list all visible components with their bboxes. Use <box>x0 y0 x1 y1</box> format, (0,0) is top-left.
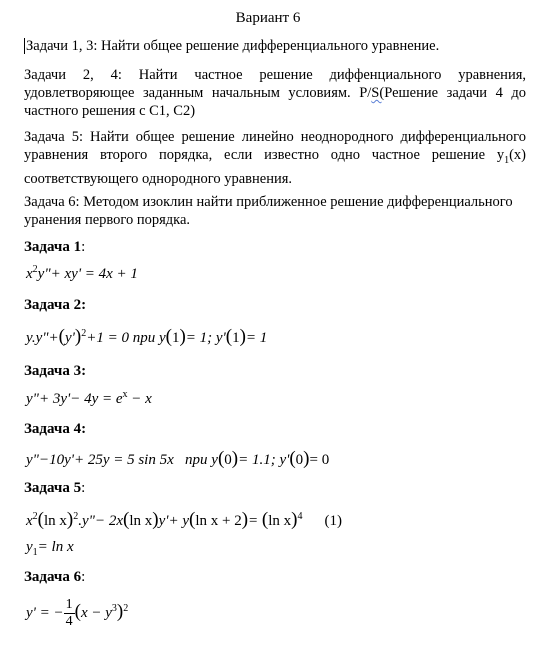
task-1-equation <box>26 266 138 283</box>
eq-part: = 1 <box>245 330 268 346</box>
text-cursor <box>24 38 25 54</box>
eq-part: y"+ xy' = 4x + 1 <box>37 266 138 282</box>
eq-part: = 1; y' <box>185 330 226 346</box>
eq-part: y' <box>65 330 75 346</box>
instruction-task-5 <box>24 128 526 188</box>
eq-part: x <box>26 266 33 282</box>
eq-part: ln x + 2 <box>195 513 242 529</box>
instruction-task-6 <box>24 193 526 229</box>
eq-part: y"−10y'+ 25y = 5 sin 5x <box>26 452 174 468</box>
fraction-numerator: 1 <box>65 597 73 612</box>
eq-part: .y"− 2x <box>78 513 123 529</box>
equation-number: (1) <box>324 513 342 529</box>
eq-part: x <box>26 513 33 529</box>
instruction-text: Задачи 1, 3: Найти общее решение дифференциального уравнение. <box>26 38 440 54</box>
eq-part: ln x <box>268 513 292 529</box>
eq-sup: 4 <box>297 511 303 522</box>
eq-part: ln x <box>44 513 67 529</box>
eq-sup: x <box>122 389 128 400</box>
eq-part: y"+ 3y'− 4y = e <box>26 391 123 407</box>
instruction-text: (x) соответствующего однородного уравнения. <box>24 147 526 187</box>
fraction <box>64 597 75 630</box>
eq-sup: 2 <box>73 511 79 522</box>
eq-part: y <box>26 539 33 555</box>
eq-part: 0 <box>224 452 232 468</box>
task-5-particular-solution <box>26 539 74 556</box>
fraction-denominator: 4 <box>65 614 73 629</box>
eq-part: 0 <box>295 452 304 468</box>
instruction-tasks-2-4 <box>24 66 526 120</box>
eq-part: y'+ y <box>158 513 189 529</box>
heading-text: Задача 5 <box>24 480 82 496</box>
heading-colon: : <box>81 239 86 255</box>
heading-text: Задача 2: <box>24 297 87 313</box>
eq-condition: при y <box>132 330 166 346</box>
eq-part: y' = − <box>26 604 64 621</box>
eq-sub: 1 <box>32 547 38 558</box>
subscript: 1 <box>504 154 510 166</box>
heading-colon: : <box>81 569 86 585</box>
instruction-tasks-1-3 <box>24 37 526 55</box>
eq-part: y.y"+ <box>26 330 59 346</box>
task-2-equation: $y.y"+(y')^2+1 = 0$ при y(1)= 1; y'(1)= 1 <box>26 326 268 347</box>
eq-part: ln x <box>129 513 153 529</box>
eq-condition: при y <box>185 452 218 468</box>
task-6-heading <box>24 569 85 586</box>
instruction-text: Решение задачи 4 до частного решения с C1, C2) <box>24 85 526 119</box>
task-2-heading <box>24 297 86 314</box>
heading-colon: : <box>81 480 86 496</box>
eq-part: = 1.1; y' <box>238 452 290 468</box>
heading-text: Задача 4: <box>24 421 87 437</box>
eq-sup: 2 <box>123 602 129 614</box>
eq-sup: 2 <box>32 511 38 522</box>
task-1-heading <box>24 239 85 256</box>
heading-text: Задача 6 <box>24 569 82 585</box>
heading-text: Задача 3: <box>24 363 87 379</box>
task-5-heading <box>24 480 85 497</box>
eq-sup: 2 <box>81 328 87 339</box>
task-4-heading <box>24 421 86 438</box>
eq-part: − x <box>127 391 152 407</box>
instruction-text: Задача 5: Найти общее решение линейно неоднородного дифференциального уравнения второго порядка, если известно одно частное решение y <box>24 129 526 163</box>
spellcheck-mark: S( <box>371 85 385 101</box>
task-3-equation <box>26 391 152 408</box>
eq-part: = <box>248 513 262 529</box>
eq-part: x − y <box>80 604 112 621</box>
heading-text: Задача 1 <box>24 239 82 255</box>
eq-part: = 0 <box>309 452 330 468</box>
eq-part: = ln x <box>37 539 74 555</box>
eq-part: +1 = 0 <box>86 330 129 346</box>
eq-part: 1 <box>232 330 240 346</box>
eq-sup: 2 <box>32 264 38 275</box>
task-5-equation: $x^2(\ln$ x)$^2$.y"− 2x(ln x)y'+ y(ln x + 2)= (ln x)$^4$ (1) <box>26 509 342 530</box>
eq-sup: 3 <box>111 602 117 614</box>
instruction-text: Задача 6: Методом изоклин найти приближенное решение дифференциального уранения первого порядка. <box>24 194 513 228</box>
task-4-equation: y"−10y'+ 25y = 5 sin 5x при y(0)= 1.1; y'(0)= 0 <box>26 448 330 469</box>
page-title: Вариант 6 <box>235 10 301 26</box>
instruction-text: Задачи 2, 4: Найти частное решение диффенциального уравнения, удовлетворяющее заданным начальным условиям. P/ <box>24 67 526 101</box>
task-3-heading <box>24 363 86 380</box>
eq-part: 1 <box>171 330 180 346</box>
task-6-equation: y' = − $\frac{1}{4}$ $(x - y^3)^2$ <box>26 597 129 629</box>
